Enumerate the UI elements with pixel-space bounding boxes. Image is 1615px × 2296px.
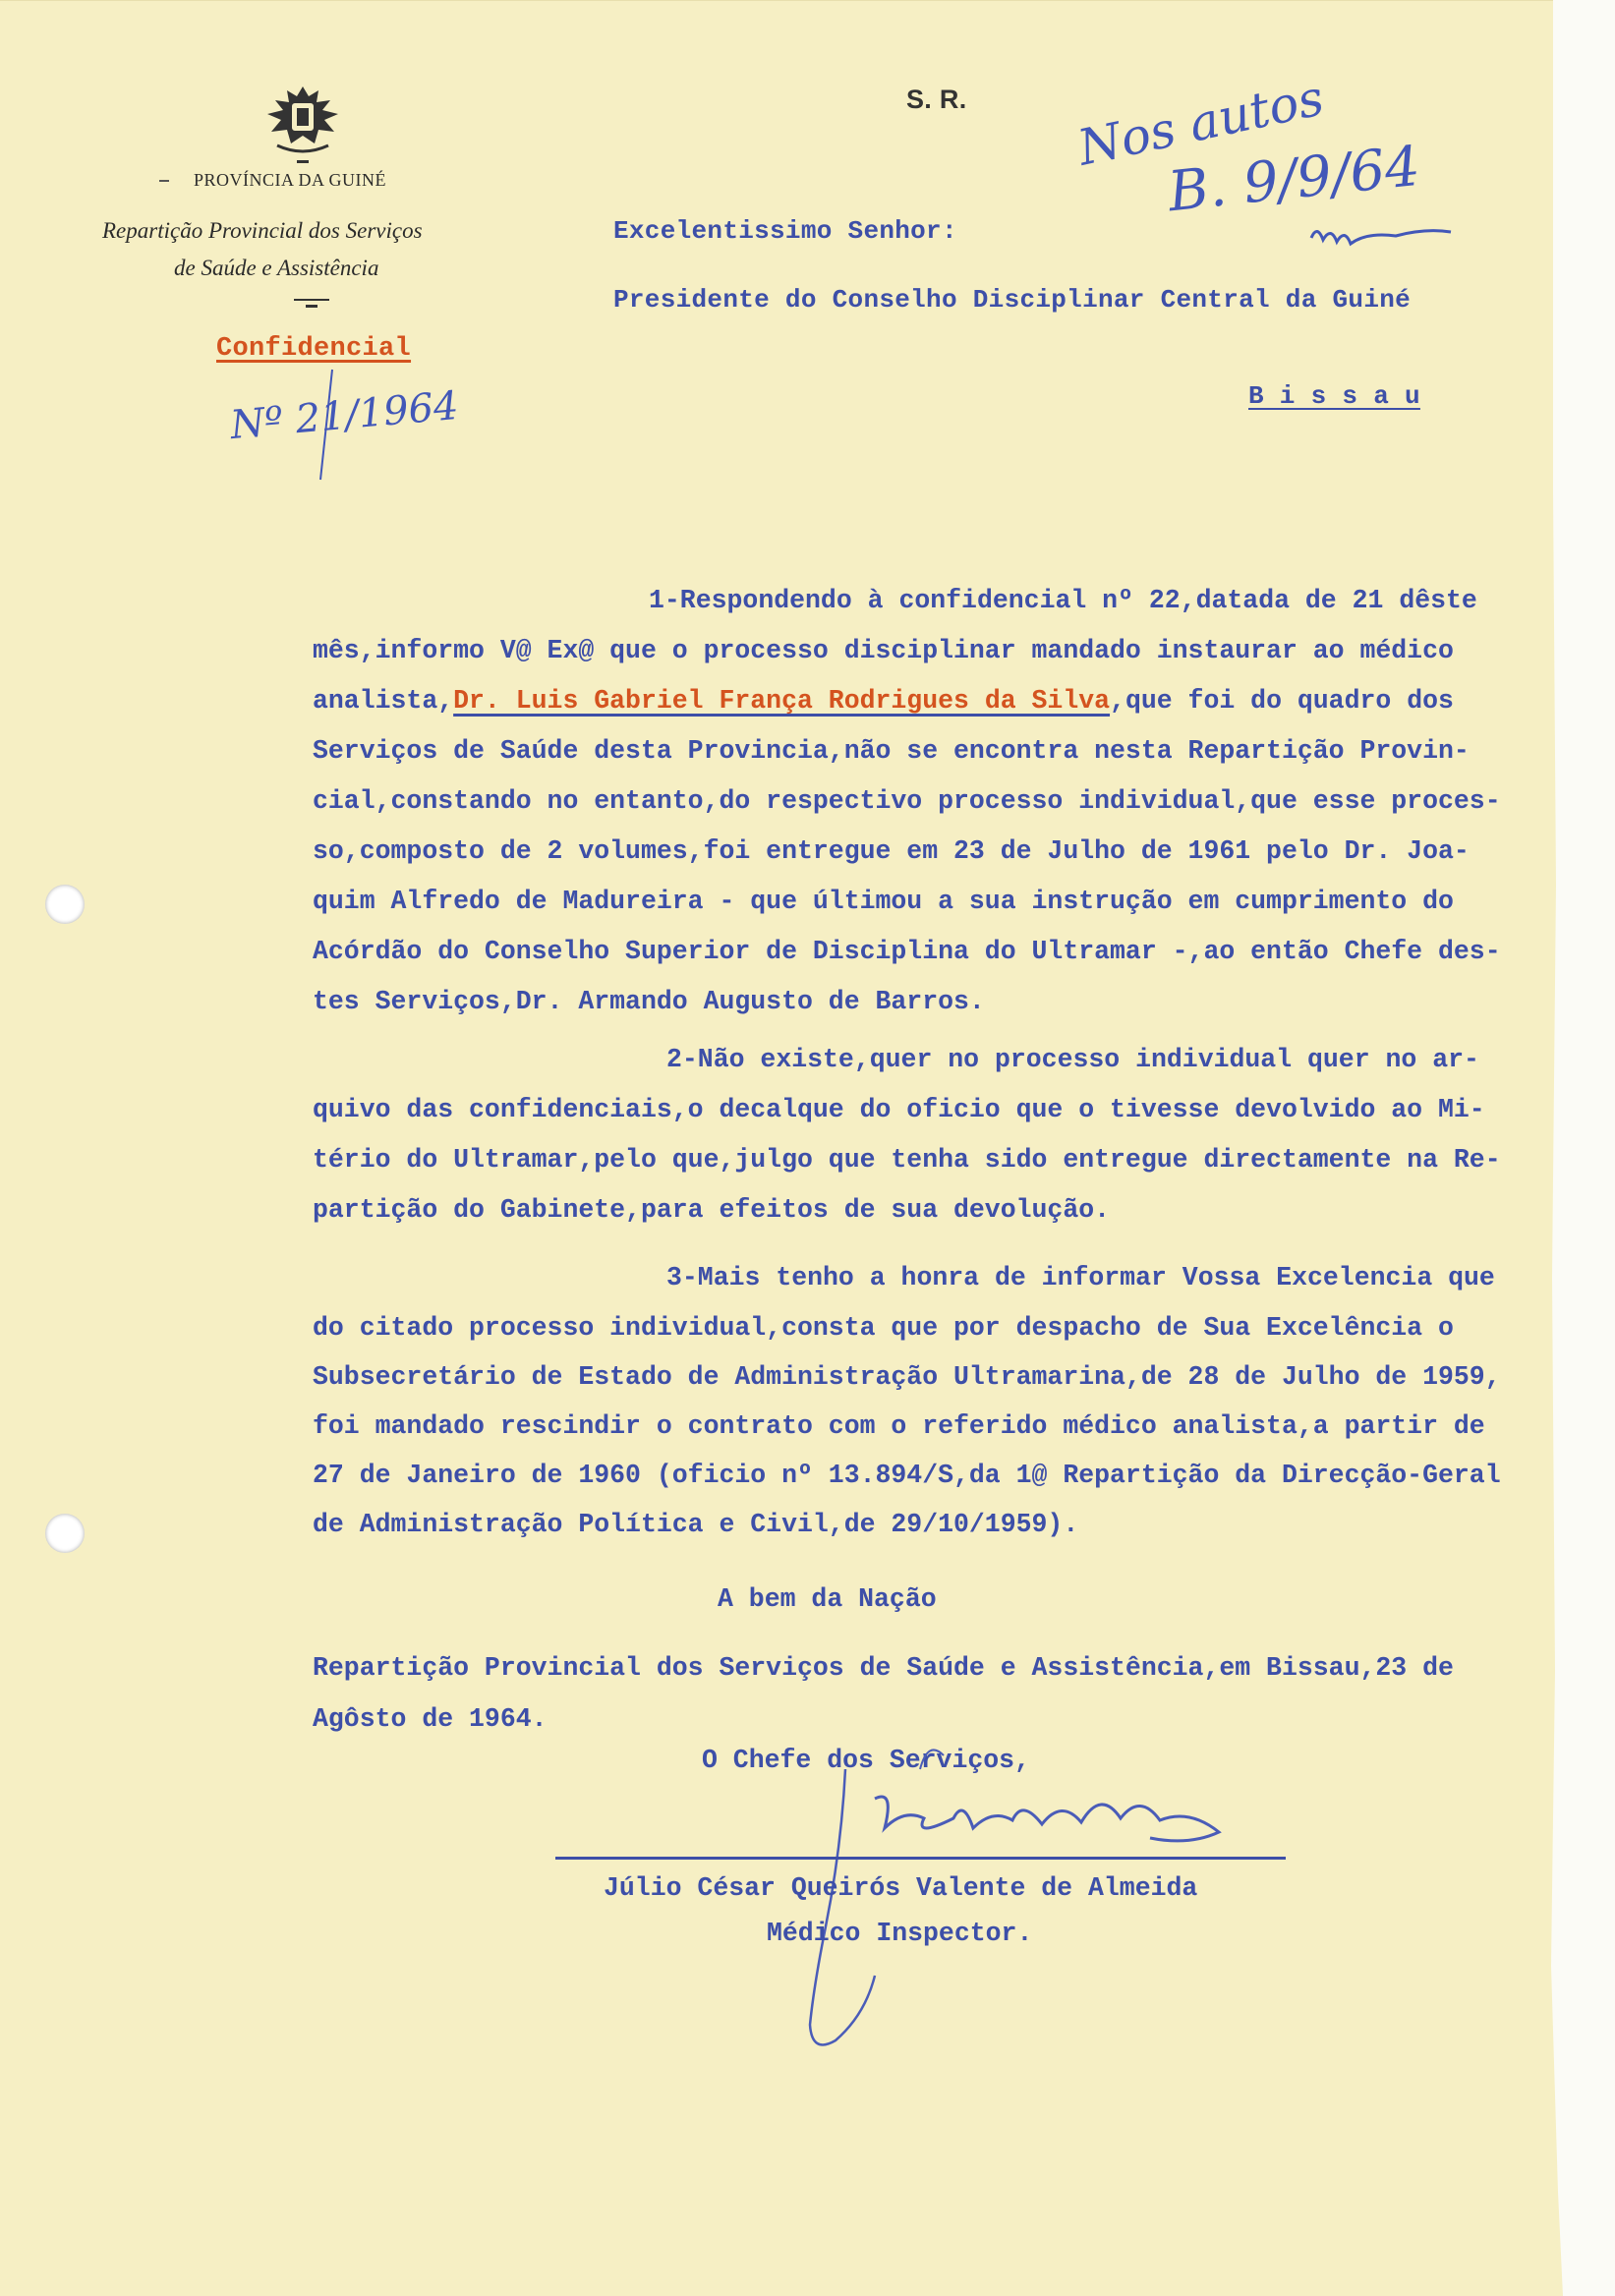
- p1-line-2: mês,informo V@ Ex@ que o processo disciplinar mandado instaurar ao médico: [313, 636, 1454, 665]
- p1-line-3-end: ,que foi do quadro dos: [1110, 686, 1454, 716]
- p2-line-1: 2-Não existe,quer no processo individual quer no ar-: [666, 1045, 1479, 1074]
- letterhead-divider-bottom: [294, 299, 329, 301]
- addressee: Presidente do Conselho Disciplinar Central da Guiné: [613, 285, 1412, 315]
- punch-hole-bottom: [45, 1514, 85, 1553]
- handwritten-annotation-flourish: [1307, 218, 1455, 258]
- handwritten-reference-number: Nº 21/1964: [228, 382, 461, 449]
- signature-rule: [555, 1857, 1286, 1860]
- department-line-1: Repartição Provincial dos Serviços: [102, 218, 423, 243]
- sr-marker: S. R.: [906, 85, 967, 114]
- destination-city: B i s s a u: [1248, 381, 1420, 411]
- highlighted-physician-name: Dr. Luis Gabriel França Rodrigues da Silva: [453, 686, 1111, 716]
- p1-line-3: [313, 686, 1454, 716]
- handwritten-annotation-line-2: B. 9/9/64: [1165, 134, 1423, 225]
- letterhead-divider-bottom-mark: [306, 305, 317, 308]
- p1-line-5: cial,constando no entanto,do respectivo processo individual,que esse proces-: [313, 786, 1501, 816]
- reference-stroke: [317, 366, 336, 484]
- p3-line-2: do citado processo individual,consta que por despacho de Sua Excelência o: [313, 1313, 1454, 1343]
- handwritten-annotation-line-1: Nos autos: [1072, 69, 1329, 177]
- p1-line-7: quim Alfredo de Madureira - que últimou a sua instrução em cumprimento do: [313, 887, 1454, 916]
- p3-line-6: de Administração Política e Civil,de 29/10/1959).: [313, 1510, 1079, 1539]
- p1-line-8: Acórdão do Conselho Superior de Disciplina do Ultramar -,ao então Chefe des-: [313, 937, 1501, 966]
- place-date-line-2: Agôsto de 1964.: [313, 1704, 548, 1734]
- p2-line-2: quivo das confidenciais,o decalque do oficio que o tivesse devolvido ao Mi-: [313, 1095, 1485, 1124]
- p3-line-4: foi mandado rescindir o contrato com o referido médico analista,a partir de: [313, 1411, 1485, 1441]
- p1-line-4: Serviços de Saúde desta Provincia,não se encontra nesta Repartição Provin-: [313, 736, 1470, 766]
- signer-title: Médico Inspector.: [767, 1919, 1033, 1948]
- department-line-2: de Saúde e Assistência: [174, 256, 379, 280]
- place-date-line-1: Repartição Provincial dos Serviços de Saúde e Assistência,em Bissau,23 de: [313, 1653, 1454, 1683]
- punch-hole-top: [45, 885, 85, 924]
- p3-line-3: Subsecretário de Estado de Administração Ultramarina,de 28 de Julho de 1959,: [313, 1362, 1501, 1392]
- p1-line-9: tes Serviços,Dr. Armando Augusto de Barros.: [313, 987, 985, 1016]
- p2-line-3: tério do Ultramar,pelo que,julgo que tenha sido entregue directamente na Re-: [313, 1145, 1501, 1175]
- p1-line-3-start: analista,: [313, 686, 454, 716]
- coat-of-arms-emblem: [258, 81, 348, 157]
- closing-motto: A bem da Nação: [718, 1584, 937, 1614]
- p3-line-1: 3-Mais tenho a honra de informar Vossa Excelencia que: [666, 1263, 1495, 1292]
- p1-line-1: 1-Respondendo à confidencial nº 22,datada de 21 dêste: [649, 586, 1477, 615]
- p2-line-4: partição do Gabinete,para efeitos de sua devolução.: [313, 1195, 1111, 1225]
- confidential-stamp: Confidencial: [216, 334, 412, 364]
- p3-line-5: 27 de Janeiro de 1960 (oficio nº 13.894/S,da 1@ Repartição da Direcção-Geral: [313, 1461, 1501, 1490]
- p1-line-6: so,composto de 2 volumes,foi entregue em 23 de Julho de 1961 pelo Dr. Joa-: [313, 836, 1470, 866]
- salutation: Excelentissimo Senhor:: [613, 216, 957, 246]
- letterhead-dash-left: [159, 180, 169, 182]
- signoff: O Chefe dos Serviços,: [702, 1746, 1030, 1775]
- letterhead-divider-top: [297, 160, 309, 163]
- signer-name: Júlio César Queirós Valente de Almeida: [604, 1873, 1198, 1903]
- province-title: PROVÍNCIA DA GUINÉ: [194, 170, 387, 190]
